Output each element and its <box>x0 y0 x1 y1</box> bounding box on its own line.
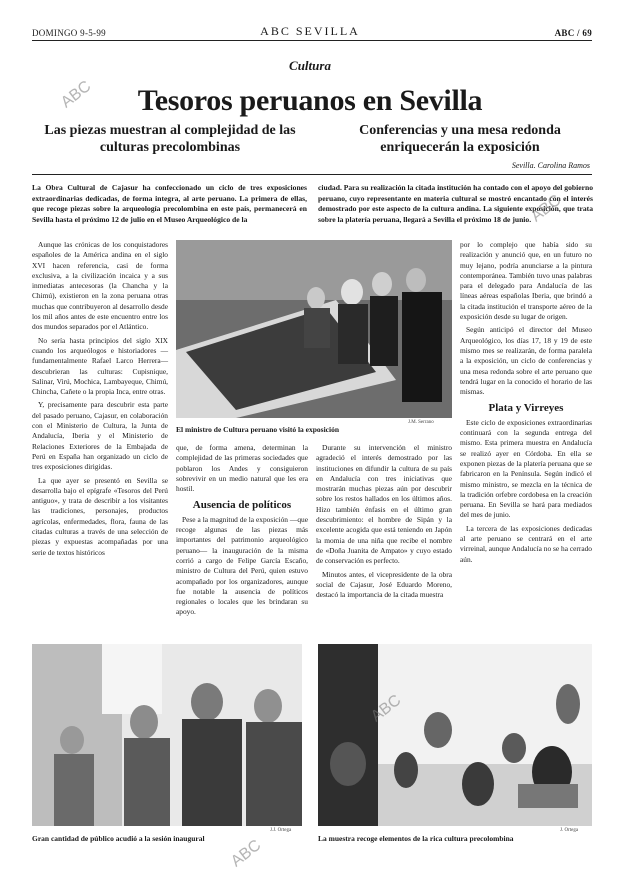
watermark-logo: ABC <box>367 691 405 726</box>
subheading-plata: Plata y Virreyes <box>488 402 564 415</box>
section-label: Cultura <box>289 58 331 73</box>
paragraph: No sería hasta principios del siglo XIX cuando los arqueólogos e historiadores —fundamentalmente Rafael Larco Herrera— descubrieran las culturas: Cupisnique, Salinar, Virú, Mochica, Lambayeque, Chimú, Chincha, Cañete o la propia Inca, entre otras. <box>32 335 168 397</box>
watermark-logo: ABC <box>57 77 95 112</box>
paragraph: Pese a la magnitud de la exposición —que recoge algunas de las piezas más importantes del patrimonio arqueológico peruano— la inauguración de la misma corrió a cargo de Felipe García Escaño, ministro de Cultura del Perú, quien estuvo acompañado por los organizadores, aunque fue notable la ausencia de políticos regionales o locales que les brindaran su apoyo. <box>176 514 308 617</box>
paragraph: Durante su intervención el ministro agradeció el interés demostrado por las instituciones en difundir la cultura de su país en Andalucía con tres iniciativas que mostrarán muchas piezas aún por descubrir sobre los restos hallados en los últimos años. Hizo también énfasis en el último gran descubrimiento: el hombre de Sipán y la excelente acogida que está teniendo en Japón la momia de una niña que recibe el nombre de «Doña Juanita de Ampato» y cuyo estado de conservación es perfecto. <box>316 443 452 566</box>
subheading-ausencia: Ausencia de políticos <box>192 499 292 512</box>
headline: Tesoros peruanos en Sevilla <box>137 84 483 117</box>
watermark-logo: ABC <box>227 836 265 871</box>
credit-bottom-left: J.J. Ortega <box>270 828 292 833</box>
page-number: ABC / 69 <box>554 28 592 38</box>
paragraph: que, de forma amena, determinan la complejidad de las primeras sociedades que poblaron los Andes y consiguieron sobrevivir en un medio natural que les era hostil. <box>176 443 308 494</box>
caption-bottom-right: La muestra recoge elementos de la rica cultura precolombina <box>318 834 514 843</box>
photo-ministry-visit <box>176 240 452 418</box>
bottom-left-photo <box>32 644 302 826</box>
top-photo <box>176 240 452 418</box>
body-column-1 <box>32 240 168 561</box>
body-column-2 <box>176 443 308 621</box>
paragraph: Según anticipó el director del Museo Arqueológico, los días 17, 18 y 19 de este mismo mes se realizarán, de forma paralela a la exposición, un ciclo de conferencias y una mesa redonda sobre el arte peruano que tendrá lugar en la conocido el horario de las mismas. <box>460 325 592 397</box>
credit-top-photo: J.M. Serrano <box>408 420 434 425</box>
lede-right: ciudad. Para su realización la citada institución ha contado con el apoyo del gobierno peruano, cuyo representante en materia cultural se mostró encantado con el interés demostrado por este aspecto de la cultura andina. La siguiente exposición, que trata sobre la platería peruana, llegará a Sevilla el próximo 18 de junio. <box>318 183 593 224</box>
subhead-right: Conferencias y una mesa redonda enriquecerán la exposición <box>359 123 561 155</box>
title-rule <box>32 174 592 175</box>
paragraph: Y, precisamente para descubrir esta parte del pasado peruano, Cajasur, en colaboración con el Ministerio de Cultura, la Junta de Andalucía, Iberia y el Ministerio de Relaciones Exteriores de la Embajada de Perú en España han organizado un ciclo de tres exposiciones dirigidas. <box>32 400 168 472</box>
bottom-right-photo <box>318 644 592 826</box>
paragraph: Aunque las crónicas de los conquistadores españoles de la América andina en el siglo XVI hacen referencia, casi de forma exclusiva, a la civilización incaica y a sus inmediatas antecesoras (la Chancha y la Chimú), existieron en la zona peruana otras muchas que contribuyeron al desarrollo desde los mil años antes de este encuentro entre los dos mundos separados por el Atlántico. <box>32 240 168 332</box>
paragraph: Minutos antes, el vicepresidente de la obra social de Cajasur, José Eduardo Moreno, destacó la importancia de la citada muestra <box>316 569 452 600</box>
caption-top-photo: El ministro de Cultura peruano visitó la exposición <box>176 425 340 434</box>
paragraph: La que ayer se presentó en Sevilla se desarrolla bajo el epígrafe «Tesoros del Perú antiguo», y trata de describir a los visitantes las tradiciones, personajes, productos agrícolas, enfermedades, flora, fauna de las citadas culturas a través de una selección de piezas y expuestas acompañadas por una serie de textos históricos <box>32 475 168 557</box>
issue-date: DOMINGO 9-5-99 <box>32 28 106 38</box>
header-rule <box>32 40 592 41</box>
paragraph: Este ciclo de exposiciones extraordinarias continuará con la segunda entrega del mismo. Esta primera muestra en Andalucía se realizó ayer en Córdoba. En ella se exponen piezas de la platería peruana que se fabricaron en la Península. Según indicó el mismo ministro, se mezcla en la técnica de la tradición orfebre cordobesa en la creación peruana. En Sevilla se hará para mediados del mes de junio. <box>460 417 592 520</box>
photo-artifacts <box>318 644 592 826</box>
byline: Sevilla. Carolina Ramos <box>511 161 590 170</box>
body-column-4 <box>460 240 592 568</box>
caption-bottom-left: Gran cantidad de público acudió a la sesión inaugural <box>32 834 205 843</box>
photo-audience <box>32 644 302 826</box>
paragraph: La tercera de las exposiciones dedicadas al arte peruano se centrará en el arte virreinal, aunque Andalucía no se ha cerrado aún. <box>460 523 592 564</box>
credit-bottom-right: J. Ortega <box>560 828 579 833</box>
body-column-3 <box>316 443 452 603</box>
paragraph: por lo complejo que había sido su realización y anunció que, en un futuro no muy lejano, podría anunciarse a la pintura contemporánea. También tuvo unas palabras para el delegado para Andalucía de las líneas aéreas españolas Iberia, que brindó a la citada institución el transporte aéreo de la exposición desde su lugar de origen. <box>460 240 592 322</box>
lede-left: La Obra Cultural de Cajasur ha confeccionado un ciclo de tres exposiciones extraordinarias dedicadas, de forma integra, al arte peruano. La primera de ellas, que recoge piezas sobre la arqueología precolombina en este país, permanecerá en Sevilla hasta el próximo 12 de julio en el Museo Arqueológico de la <box>32 183 307 224</box>
section-banner: ABC SEVILLA <box>260 24 360 38</box>
subhead-left: Las piezas muestran al complejidad de las culturas precolombinas <box>44 123 296 155</box>
watermark-logo: ABC <box>527 191 565 226</box>
